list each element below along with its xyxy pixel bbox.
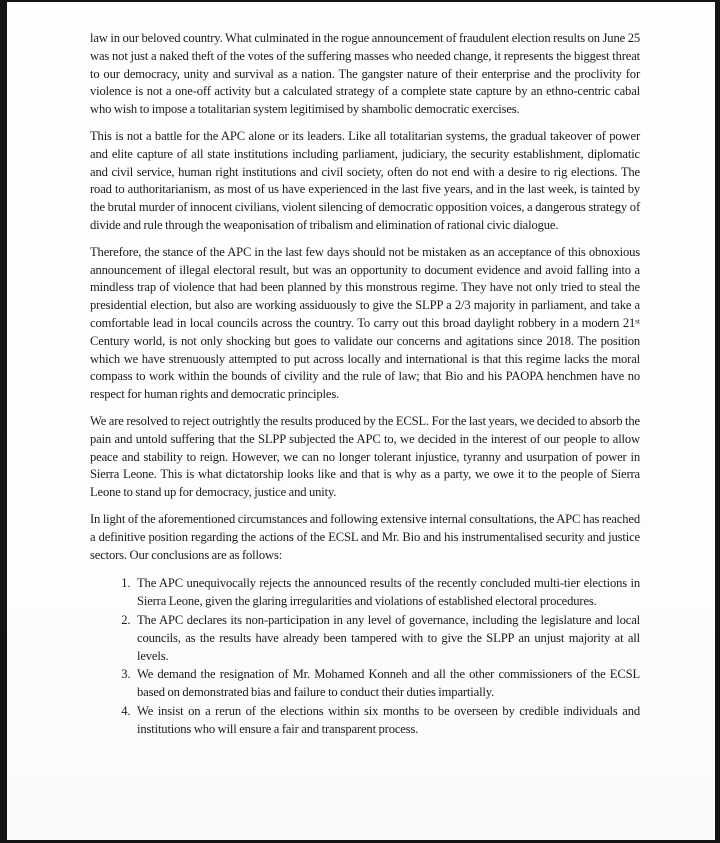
conclusions-list bbox=[90, 575, 640, 738]
paragraph: In light of the aforementioned circumstances and following extensive internal consultations, the APC has reached a definitive position regarding the actions of the ECSL and Mr. Bio and his instrumentalised security and justice sectors. Our conclusions are as follows: bbox=[90, 511, 640, 562]
paragraph: We are resolved to reject outrightly the results produced by the ECSL. For the last years, we decided to absorb the pain and untold suffering that the SLPP subjected the APC to, we decided in the interest of our people to allow peace and stability to reign. However, we can no longer tolerant injustice, tyranny and usurpation of power in Sierra Leone. This is what dictatorship looks like and that is why as a party, we owe it to the people of Sierra Leone to stand up for democracy, justice and unity. bbox=[90, 413, 640, 500]
statement-text bbox=[90, 30, 640, 738]
conclusion-item: 2. The APC declares its non-participation in any level of governance, including the legislature and local councils, as the results have already been tampered with to give the SLPP an unjust majority at all levels. bbox=[133, 612, 640, 665]
paragraph: This is not a battle for the APC alone or its leaders. Like all totalitarian systems, the gradual takeover of power and elite capture of all state institutions including parliament, judiciary, the security establishment, diplomatic and civil service, human right institutions and civil society, often do not end with a desire to rig elections. The road to authoritarianism, as most of us have experienced in the last five years, and in the last week, is tainted by the brutal murder of innocent civilians, violent silencing of democratic opposition voices, a dangerous strategy of divide and rule through the weaponisation of tribalism and elimination of rational civic dialogue. bbox=[90, 128, 640, 232]
document-page bbox=[7, 2, 715, 840]
conclusion-item: 3. We demand the resignation of Mr. Mohamed Konneh and all the other commissioners of the ECSL based on demonstrated bias and failure to conduct their duties impartially. bbox=[133, 666, 640, 702]
conclusion-item: 1. The APC unequivocally rejects the announced results of the recently concluded multi-tier elections in Sierra Leone, given the glaring irregularities and violations of established electoral procedures. bbox=[133, 575, 640, 611]
conclusion-item: 4. We insist on a rerun of the elections within six months to be overseen by credible individuals and institutions who will ensure a fair and transparent process. bbox=[133, 703, 640, 739]
paragraph: law in our beloved country. What culminated in the rogue announcement of fraudulent election results on June 25 was not just a naked theft of the votes of the suffering masses who needed change, it represents the biggest threat to our democracy, unity and survival as a nation. The gangster nature of their enterprise and the proclivity for violence is not a one-off activity but a calculated strategy of a complete state capture by an ethno-centric cabal who wish to impose a totalitarian system legitimised by shambolic democratic exercises. bbox=[90, 31, 640, 117]
paragraphs-container bbox=[90, 30, 640, 564]
paragraph: Therefore, the stance of the APC in the last few days should not be mistaken as an acceptance of this obnoxious announcement of illegal electoral result, but was an opportunity to document evidence and avoid falling into a mindless trap of violence that had been planned by this monstrous regime. They have not only tried to steal the presidential election, but also are working assiduously to give the SLPP a 2/3 majority in parliament, and take a comfortable lead in local councils across the country. To carry out this broad daylight robbery in a modern 21ˢᵗ Century world, is not only shocking but goes to validate our concerns and agitations since 2018. The position which we have strenuously attempted to put across locally and international is that this regime lacks the moral compass to work within the bounds of civility and the rule of law; that Bio and his PAOPA henchmen have no respect for human rights and democratic principles. bbox=[90, 244, 640, 402]
